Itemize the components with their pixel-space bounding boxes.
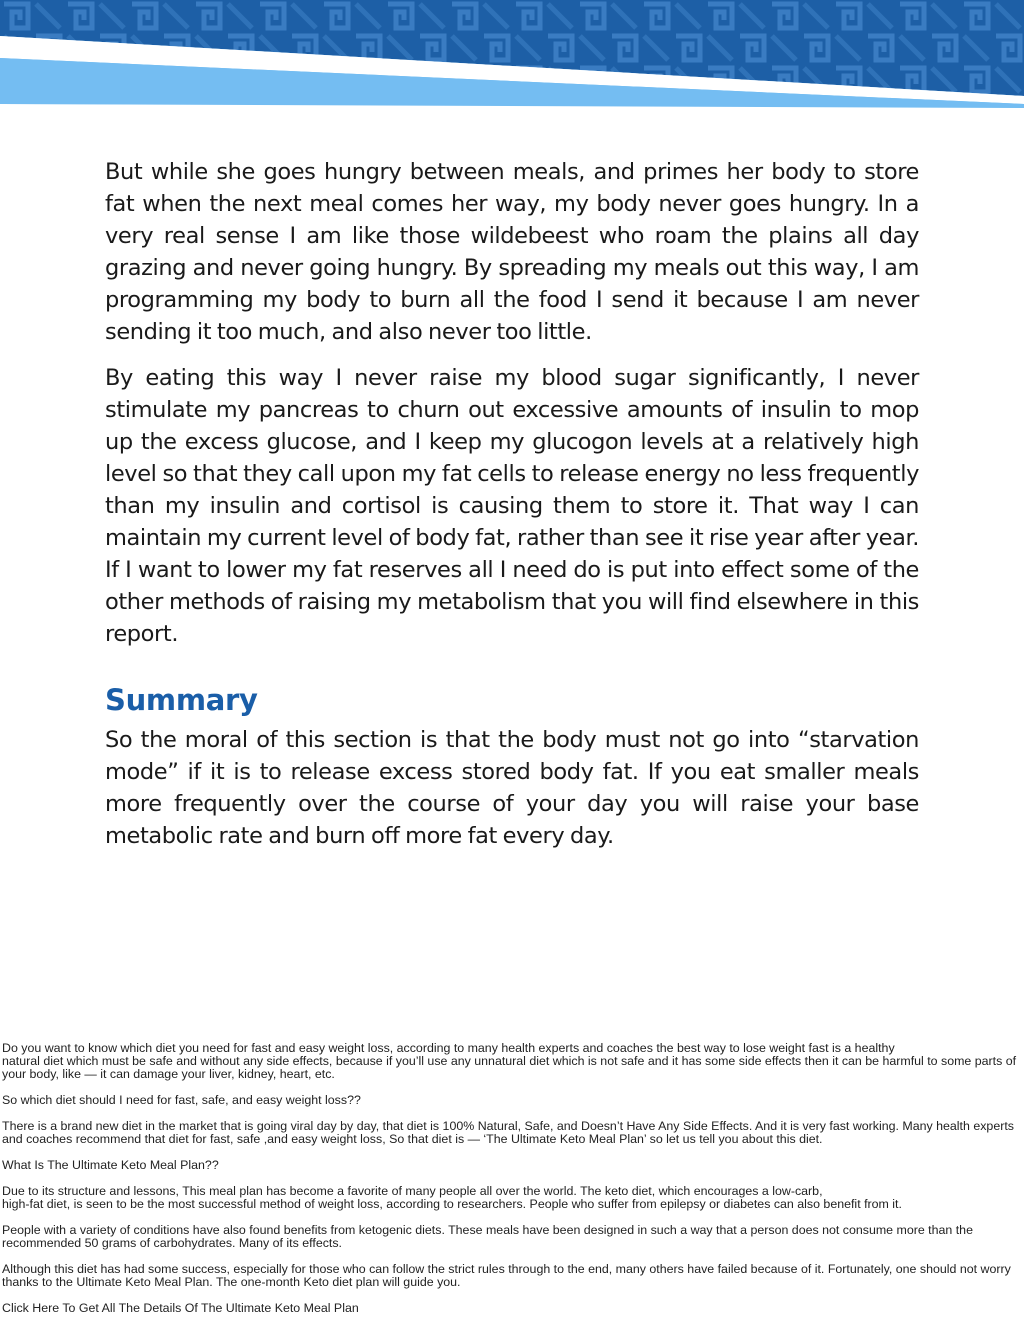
footer-paragraph [2, 1302, 1018, 1315]
footer-line: Do you want to know which diet you need for fast and easy weight loss, according to many health experts and coaches the best way to lose weight fast is a healthy [2, 1041, 895, 1055]
document-body [105, 156, 919, 866]
body-paragraph: But while she goes hungry between meals, and primes her body to store fat when the next meal comes her way, my body never goes hungry. In a very real sense I am like those wildebeest who roam the plains all day grazing and never going hungry. By spreading my meals out this way, I am programming my body to burn all the food I send it because I am never sending it too much, and also never too little. [105, 159, 919, 345]
body-paragraph: By eating this way I never raise my blood sugar significantly, I never stimulate my pancreas to churn out excessive amounts of insulin to mop up the excess glucose, and I keep my glucogon levels at a relatively high level so that they call upon my fat cells to release energy no less frequently than my insulin and cortisol is causing them to store it. That way I can maintain my current level of body fat, rather than see it rise year after year. If I want to lower my fat reserves all I need do is put into effect some of the other methods of raising my metabolism that you will find elsewhere in this report. [105, 365, 919, 647]
summary-paragraph: So the moral of this section is that the body must not go into “starvation mode” if it is to release excess stored body fat. If you eat smaller meals more frequently over the course of your day you will raise your base metabolic rate and burn off more fat every day. [105, 727, 919, 849]
footer-paragraph: So which diet should I need for fast, safe, and easy weight loss?? [2, 1093, 361, 1107]
footer-paragraph: There is a brand new diet in the market that is going viral day by day, that diet is 100% Natural, Safe, and Doesn’t Have Any Side Effects. And it is very fast working. Many health experts and coaches recommend that diet for fast, safe ,and easy weight loss, So that diet is — ‘The Ultimate Keto Meal Plan’ so let us tell you about this diet. [2, 1119, 1014, 1146]
footer-paragraph: Although this diet has had some success, especially for those who can follow the strict rules through to the end, many others have failed because of it. Fortunately, one should not worry thanks to the Ultimate Keto Meal Plan. The one-month Keto diet plan will guide you. [2, 1262, 1011, 1289]
summary-heading: Summary [105, 683, 258, 717]
footer-paragraph [2, 1042, 1018, 1081]
footer-paragraph [2, 1185, 1018, 1211]
details-link[interactable]: Click Here To Get All The Details Of The Ultimate Keto Meal Plan [2, 1301, 359, 1315]
footer-line: Due to its structure and lessons, This meal plan has become a favorite of many people all over the world. The keto diet, which encourages a low-carb, [2, 1184, 823, 1198]
header-banner [0, 0, 1024, 112]
footer-paragraph: People with a variety of conditions have also found benefits from ketogenic diets. These meals have been designed in such a way that a person does not consume more than the recommended 50 grams of carbohydrates. Many of its effects. [2, 1223, 973, 1250]
footer-line: natural diet which must be safe and without any side effects, because if you’ll use any unnatural diet which is not safe and it has some side effects then it can be harmful to some parts of your body, like — it can damage your liver, kidney, heart, etc. [2, 1054, 1017, 1081]
footer-text [2, 1042, 1018, 1315]
footer-line: high-fat diet, is seen to be the most successful method of weight loss, according to researchers. People who suffer from epilepsy or diabetes can also benefit from it. [2, 1197, 902, 1211]
footer-paragraph: What Is The Ultimate Keto Meal Plan?? [2, 1158, 219, 1172]
